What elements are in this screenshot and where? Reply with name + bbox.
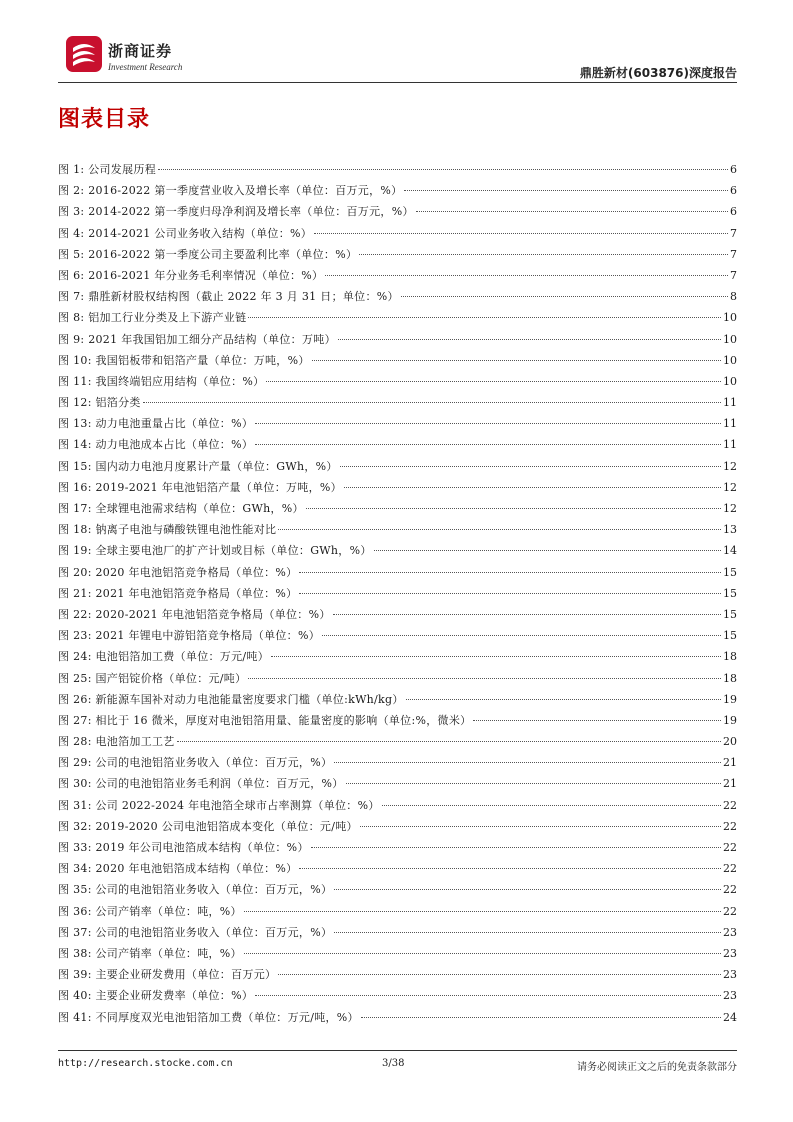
toc-entry-page: 24 [723,1010,737,1024]
toc-entry-page: 21 [723,756,737,770]
toc-leader-dots [314,233,728,234]
toc-entry[interactable] [58,458,737,479]
toc-entry-page: 6 [730,184,737,198]
toc-entry[interactable] [58,500,737,521]
toc-leader-dots [382,805,721,806]
toc-entry-label: 图 9: 2021 年我国铝加工细分产品结构（单位：万吨） [58,332,336,346]
toc-entry[interactable] [58,987,737,1008]
toc-entry-label: 图 31: 公司 2022-2024 年电池箔全球市占率测算（单位：%） [58,798,380,812]
toc-entry-page: 14 [723,544,737,558]
toc-entry[interactable] [58,627,737,648]
toc-entry-label: 图 17: 全球锂电池需求结构（单位：GWh，%） [58,502,304,515]
toc-entry-label: 图 35: 公司的电池铝箔业务收入（单位：百万元，%） [58,883,333,897]
footer-divider [58,1050,737,1051]
toc-entry-page: 6 [730,205,737,219]
toc-entry[interactable] [58,521,737,542]
toc-leader-dots [299,572,721,573]
toc-entry[interactable] [58,479,737,500]
toc-entry-label: 图 37: 公司的电池铝箔业务收入（单位：百万元，%） [58,925,333,939]
toc-entry[interactable] [58,161,737,182]
toc-entry-label: 图 22: 2020-2021 年电池铝箔竞争格局（单位：%） [58,607,331,621]
toc-leader-dots [473,720,721,721]
toc-leader-dots [333,614,721,615]
toc-entry-label: 图 30: 公司的电池铝箔业务毛利润（单位：百万元，%） [58,777,344,791]
toc-entry-label: 图 8: 铝加工行业分类及上下游产业链 [58,311,247,325]
toc-entry-page: 8 [730,290,737,304]
toc-entry[interactable] [58,691,737,712]
toc-leader-dots [255,444,721,445]
toc-entry-label: 图 5: 2016-2022 第一季度公司主要盈利比率（单位：%） [58,247,358,261]
toc-entry-label: 图 25: 国产铝锭价格（单位：元/吨） [58,671,247,685]
toc-entry-label: 图 7: 鼎胜新材股权结构图（截止 2022 年 3 月 31 日；单位：%） [58,290,399,304]
toc-entry[interactable] [58,712,737,733]
toc-leader-dots [340,466,721,467]
toc-entry-label: 图 10: 我国铝板带和铝箔产量（单位：万吨，%） [58,353,310,367]
toc-entry-label: 图 40: 主要企业研发费率（单位：%） [58,989,254,1003]
toc-leader-dots [278,974,721,975]
toc-leader-dots [334,932,721,933]
toc-entry[interactable] [58,818,737,839]
toc-entry[interactable] [58,754,737,775]
header-divider [58,82,737,83]
toc-entry[interactable] [58,775,737,796]
toc-entry[interactable] [58,564,737,585]
toc-entry[interactable] [58,924,737,945]
toc-entry[interactable] [58,394,737,415]
toc-entry[interactable] [58,182,737,203]
toc-entry-label: 图 13: 动力电池重量占比（单位：%） [58,417,254,431]
toc-entry[interactable] [58,839,737,860]
toc-entry-label: 图 24: 电池铝箔加工费（单位：万元/吨） [58,650,270,664]
toc-entry-page: 22 [723,904,737,918]
toc-entry-page: 12 [723,480,737,494]
toc-entry[interactable] [58,1009,737,1030]
toc-entry[interactable] [58,670,737,691]
toc-entry-page: 12 [723,459,737,473]
toc-leader-dots [299,593,721,594]
toc-leader-dots [346,783,721,784]
toc-entry-label: 图 16: 2019-2021 年电池铝箔产量（单位：万吨，%） [58,480,342,494]
toc-leader-dots [311,847,721,848]
toc-leader-dots [334,889,721,890]
toc-entry[interactable] [58,373,737,394]
toc-entry[interactable] [58,352,737,373]
toc-leader-dots [158,169,728,170]
toc-entry-label: 图 26: 新能源车国补对动力电池能量密度要求门槛（单位:kWh/kg） [58,692,404,706]
toc-leader-dots [325,275,728,276]
toc-entry-page: 13 [723,523,737,537]
toc-entry[interactable] [58,225,737,246]
toc-leader-dots [299,868,721,869]
toc-leader-dots [278,529,721,530]
toc-entry-label: 图 23: 2021 年锂电中游铝箔竞争格局（单位：%） [58,629,321,643]
page-header [58,30,737,82]
toc-entry-page: 22 [723,798,737,812]
toc-entry[interactable] [58,415,737,436]
toc-leader-dots [359,254,728,255]
toc-entry-label: 图 41: 不同厚度双光电池铝箔加工费（单位：万元/吨，%） [58,1010,359,1024]
toc-entry-label: 图 19: 全球主要电池厂的扩产计划或目标（单位：GWh，%） [58,544,372,558]
toc-entry[interactable] [58,288,737,309]
toc-entry[interactable] [58,648,737,669]
toc-entry-label: 图 36: 公司产销率（单位：吨，%） [58,904,242,918]
toc-leader-dots [248,678,721,679]
toc-entry-label: 图 34: 2020 年电池铝箔成本结构（单位：%） [58,862,298,876]
toc-entry-label: 图 39: 主要企业研发费用（单位：百万元） [58,968,277,982]
toc-leader-dots [374,550,721,551]
toc-entry-page: 10 [723,374,737,388]
toc-entry[interactable] [58,203,737,224]
toc-entry-page: 10 [723,332,737,346]
toc-entry-page: 19 [723,713,737,727]
toc-entry-label: 图 18: 钠离子电池与磷酸铁锂电池性能对比 [58,523,277,537]
toc-entry-page: 23 [723,946,737,960]
toc-entry-page: 20 [723,735,737,749]
toc-entry-page: 10 [723,311,737,325]
toc-entry-label: 图 3: 2014-2022 第一季度归母净利润及增长率（单位：百万元，%） [58,205,414,219]
toc-leader-dots [334,762,721,763]
toc-leader-dots [416,211,728,212]
toc-entry[interactable] [58,585,737,606]
brand-english-name: Investment Research [108,62,183,72]
toc-entry-page: 15 [723,607,737,621]
toc-entry-label: 图 33: 2019 年公司电池箔成本结构（单位：%） [58,841,309,854]
toc-entry[interactable] [58,881,737,902]
footer-url[interactable]: http://research.stocke.com.cn [58,1058,233,1069]
toc-entry-label: 图 14: 动力电池成本占比（单位：%） [58,438,254,452]
toc-leader-dots [344,487,721,488]
toc-entry[interactable] [58,860,737,881]
toc-entry-page: 15 [723,565,737,579]
toc-leader-dots [322,635,721,636]
page-number: 3/38 [382,1058,405,1069]
toc-entry-label: 图 29: 公司的电池铝箔业务收入（单位：百万元，%） [58,756,333,770]
toc-leader-dots [143,402,721,403]
toc-entry-page: 22 [723,841,737,854]
toc-leader-dots [255,995,721,996]
toc-entry-label: 图 1: 公司发展历程 [58,163,156,176]
toc-entry-page: 12 [723,502,737,515]
toc-entry-page: 23 [723,968,737,982]
company-logo-icon [64,34,104,74]
toc-entry-page: 15 [723,586,737,600]
toc-entry[interactable] [58,246,737,267]
toc-entry-page: 7 [730,247,737,261]
toc-entry-label: 图 15: 国内动力电池月度累计产量（单位：GWh，%） [58,459,338,473]
toc-entry[interactable] [58,733,737,754]
toc-entry[interactable] [58,903,737,924]
toc-entry[interactable] [58,945,737,966]
toc-entry-page: 7 [730,226,737,240]
toc-entry[interactable] [58,797,737,818]
toc-leader-dots [244,953,721,954]
toc-entry-page: 11 [723,417,737,431]
toc-entry[interactable] [58,436,737,457]
toc-entry-page: 11 [723,438,737,452]
toc-leader-dots [248,317,721,318]
toc-entry-page: 22 [723,862,737,876]
toc-entry-page: 21 [723,777,737,791]
toc-leader-dots [338,339,721,340]
report-title: 鼎胜新材(603876)深度报告 [579,66,737,80]
brand-name: 浙商证券 [108,42,173,60]
toc-leader-dots [266,381,721,382]
toc-entry[interactable] [58,309,737,330]
toc-leader-dots [312,360,721,361]
toc-entry-label: 图 38: 公司产销率（单位：吨，%） [58,946,242,960]
toc-entry-label: 图 28: 电池箔加工工艺 [58,735,175,749]
toc-entry[interactable] [58,267,737,288]
toc-entry-page: 18 [723,650,737,664]
toc-leader-dots [406,699,721,700]
footer-disclaimer: 请务必阅读正文之后的免责条款部分 [577,1062,737,1073]
toc-entry-label: 图 11: 我国终端铝应用结构（单位：%） [58,374,265,388]
toc-leader-dots [244,911,721,912]
toc-entry-page: 11 [723,396,737,410]
toc-entry-label: 图 20: 2020 年电池铝箔竞争格局（单位：%） [58,565,298,579]
toc-entry-page: 10 [723,353,737,367]
toc-entry-page: 7 [730,268,737,282]
toc-entry[interactable] [58,542,737,563]
toc-leader-dots [177,741,721,742]
toc-entry-label: 图 6: 2016-2021 年分业务毛利率情况（单位：%） [58,268,324,282]
toc-entry-label: 图 2: 2016-2022 第一季度营业收入及增长率（单位：百万元，%） [58,184,403,198]
toc-entry-label: 图 27: 相比于 16 微米，厚度对电池铝箔用量、能量密度的影响（单位:%，微米） [58,713,472,727]
toc-leader-dots [306,508,721,509]
toc-entry-page: 19 [723,692,737,706]
toc-leader-dots [404,190,728,191]
toc-entry-page: 22 [723,883,737,897]
figure-index-list [58,161,737,1030]
toc-leader-dots [255,423,721,424]
toc-entry-page: 23 [723,925,737,939]
toc-leader-dots [360,826,721,827]
toc-entry-label: 图 4: 2014-2021 公司业务收入结构（单位：%） [58,226,313,240]
toc-leader-dots [271,656,721,657]
toc-entry-page: 15 [723,629,737,643]
toc-entry-page: 6 [730,163,737,176]
toc-entry-page: 18 [723,671,737,685]
toc-entry-label: 图 21: 2021 年电池铝箔竞争格局（单位：%） [58,586,298,600]
toc-entry[interactable] [58,331,737,352]
toc-entry-label: 图 32: 2019-2020 公司电池铝箔成本变化（单位：元/吨） [58,819,358,833]
toc-entry-label: 图 12: 铝箔分类 [58,396,141,410]
toc-entry-page: 22 [723,819,737,833]
toc-entry-page: 23 [723,989,737,1003]
toc-entry[interactable] [58,606,737,627]
toc-leader-dots [401,296,728,297]
toc-leader-dots [361,1017,721,1018]
toc-heading: 图表目录 [58,107,151,132]
toc-entry[interactable] [58,966,737,987]
